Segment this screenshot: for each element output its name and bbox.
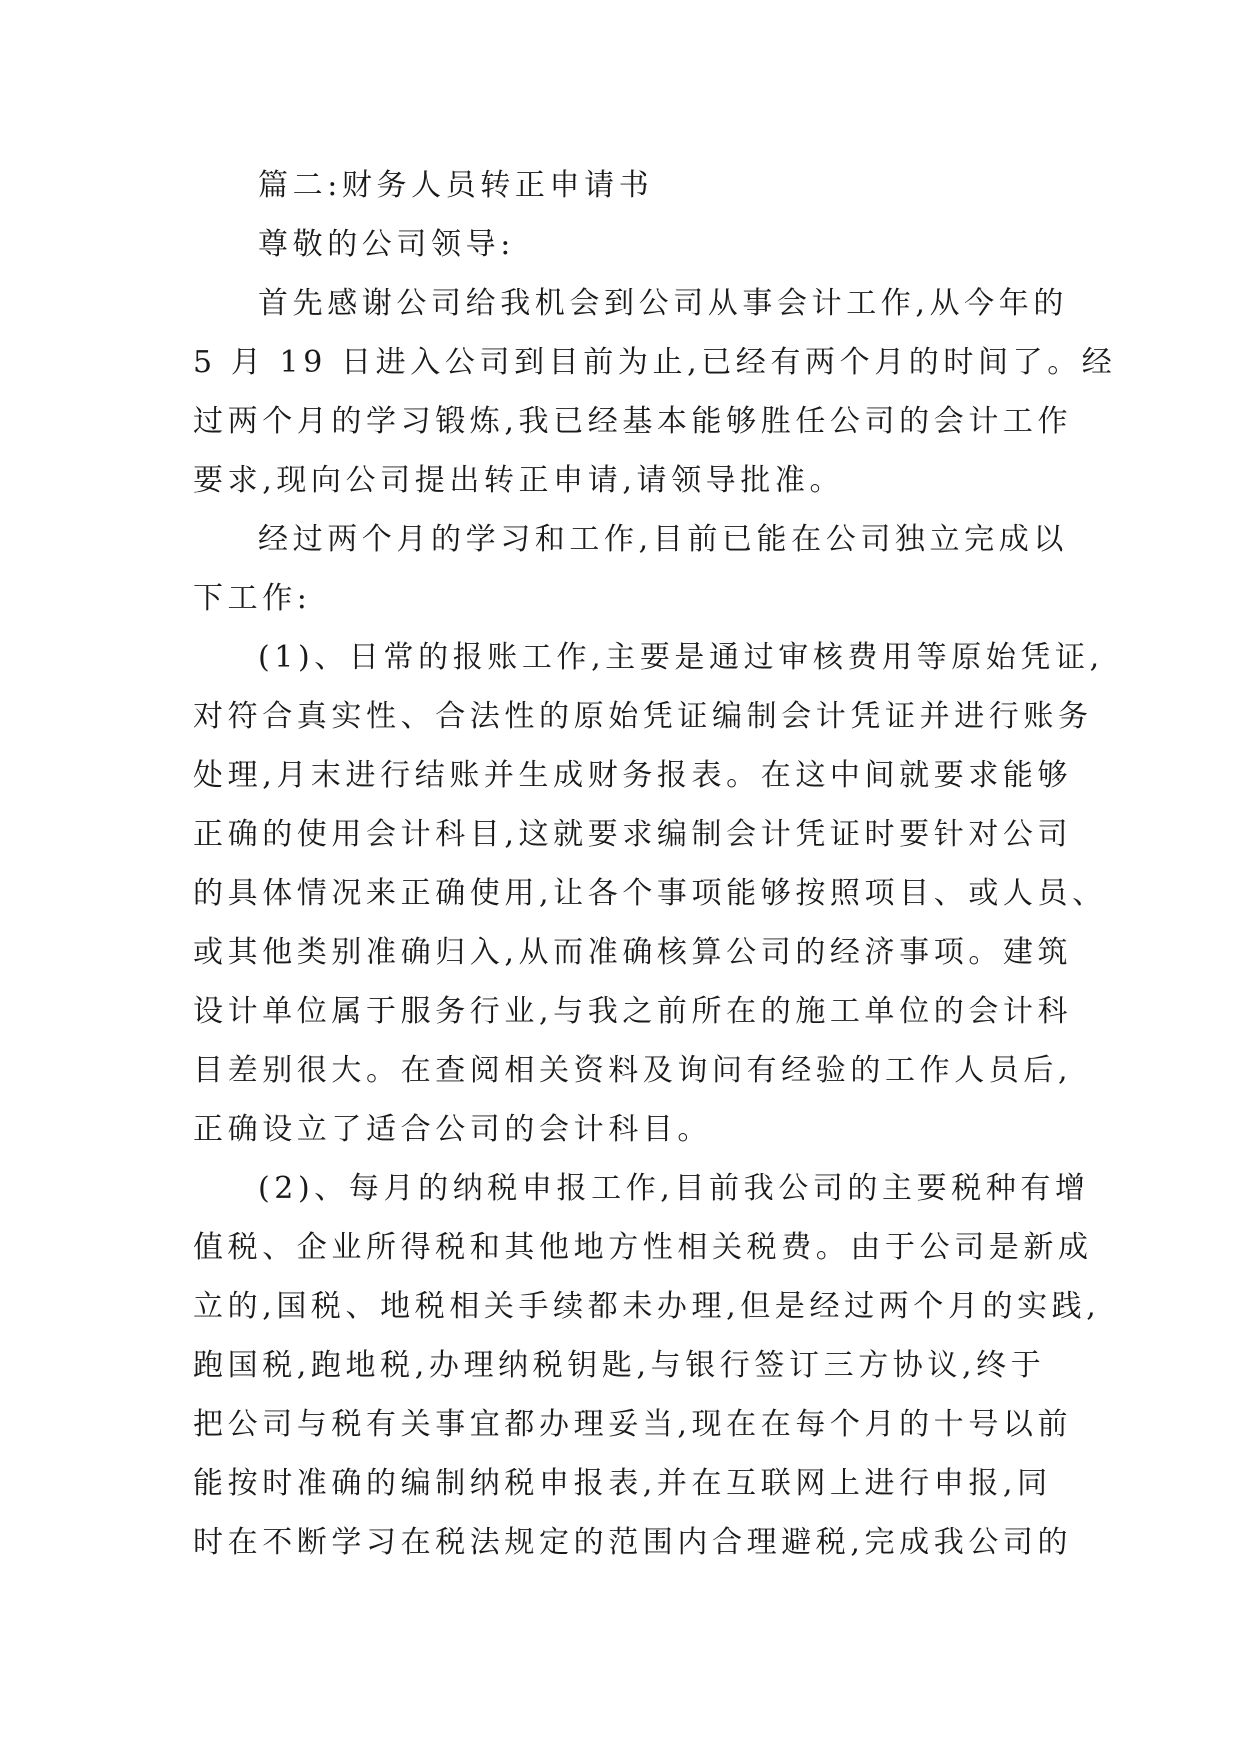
paragraph-line: 正确的使用会计科目,这就要求编制会计凭证时要针对公司 xyxy=(193,817,1073,852)
salutation: 尊敬的公司领导: xyxy=(258,227,515,262)
paragraph-line: 要求,现向公司提出转正申请,请领导批准。 xyxy=(193,463,845,498)
paragraph-line: 把公司与税有关事宜都办理妥当,现在在每个月的十号以前 xyxy=(193,1407,1073,1442)
paragraph-line: 目差别很大。在查阅相关资料及询问有经验的工作人员后, xyxy=(193,1053,1073,1088)
paragraph-line: 正确设立了适合公司的会计科目。 xyxy=(193,1112,712,1147)
paragraph-line: 过两个月的学习锻炼,我已经基本能够胜任公司的会计工作 xyxy=(193,404,1073,439)
document-title: 篇二:财务人员转正申请书 xyxy=(258,168,654,203)
paragraph-line: (2)、每月的纳税申报工作,目前我公司的主要税种有增 xyxy=(258,1171,1090,1206)
paragraph-line: 下工作: xyxy=(193,581,312,616)
paragraph-line: 的具体情况来正确使用,让各个事项能够按照项目、或人员、 xyxy=(193,876,1107,911)
paragraph-line: 对符合真实性、合法性的原始凭证编制会计凭证并进行账务 xyxy=(193,699,1093,734)
paragraph-line: 5 月 19 日进入公司到目前为止,已经有两个月的时间了。经 xyxy=(193,345,1117,380)
paragraph-line: 能按时准确的编制纳税申报表,并在互联网上进行申报,同 xyxy=(193,1466,1052,1501)
paragraph-line: 处理,月末进行结账并生成财务报表。在这中间就要求能够 xyxy=(193,758,1073,793)
paragraph-line: 首先感谢公司给我机会到公司从事会计工作,从今年的 xyxy=(258,286,1068,321)
paragraph-line: 经过两个月的学习和工作,目前已能在公司独立完成以 xyxy=(258,522,1068,557)
paragraph-line: 时在不断学习在税法规定的范围内合理避税,完成我公司的 xyxy=(193,1525,1073,1560)
paragraph-line: 跑国税,跑地税,办理纳税钥匙,与银行签订三方协议,终于 xyxy=(193,1348,1046,1383)
paragraph-line: (1)、日常的报账工作,主要是通过审核费用等原始凭证, xyxy=(258,640,1104,675)
paragraph-line: 立的,国税、地税相关手续都未办理,但是经过两个月的实践, xyxy=(193,1289,1101,1324)
paragraph-line: 值税、企业所得税和其他地方性相关税费。由于公司是新成 xyxy=(193,1230,1093,1265)
paragraph-line: 设计单位属于服务行业,与我之前所在的施工单位的会计科 xyxy=(193,994,1073,1029)
paragraph-line: 或其他类别准确归入,从而准确核算公司的经济事项。建筑 xyxy=(193,935,1073,970)
